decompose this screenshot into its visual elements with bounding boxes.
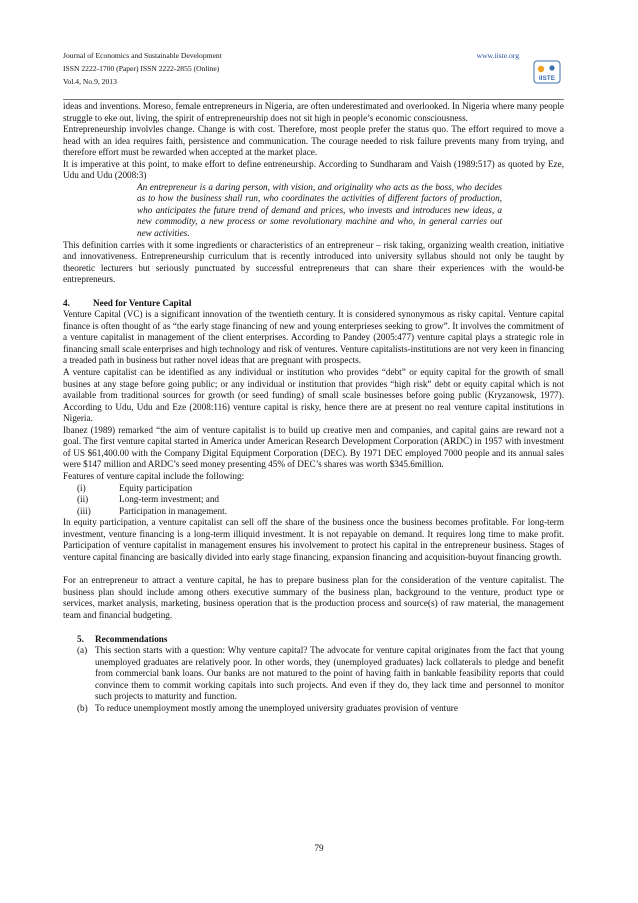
- iiste-logo-text: IISTE: [538, 75, 556, 82]
- iiste-logo: [533, 60, 561, 84]
- section-heading: [63, 634, 564, 646]
- feature-item: [63, 483, 564, 495]
- feature-item: [63, 494, 564, 506]
- section-title: Recommendations: [95, 633, 168, 644]
- section-number: 4.: [63, 297, 70, 308]
- journal-volume: Vol.4, No.9, 2013: [63, 77, 117, 86]
- paragraph: Entrepreneurship involvles change. Change is with cost. Therefore, most people prefer the status quo. The effort required to move a head with an idea requires faith, persistence and communication. The courage needed to risk failure prevents many from trying, and therefore effort must be rewarded when accepted at the market place.: [63, 124, 564, 158]
- recommendation-text: To reduce unemployment mostly among the unemployed university graduates provision of venture: [95, 702, 458, 713]
- feature-text: Participation in management.: [119, 505, 227, 516]
- paragraph: Features of venture capital include the following:: [63, 470, 245, 481]
- recommendation-label: (b): [77, 702, 88, 713]
- journal-url-link[interactable]: www.iiste.org: [476, 51, 519, 60]
- feature-text: Equity participation: [119, 482, 193, 493]
- paragraph: ideas and inventions. Moreso, female entrepreneurs in Nigeria, are often underestimated and overlooked. In Nigeria where many people struggle to eke out, living, the spirit of entrepreneurship does not sit high in people’s economic consciousness.: [63, 101, 564, 123]
- recommendation-item: [63, 645, 564, 703]
- definition-quote: An entrepreneur is a daring person, with vision, and originality who acts as the boss, who decides as to how the business shall run, who coordinates the activities of different factors of production, who anticipates the future trend of demand and prices, who invests and introduces new ideas, a new commodity, a new process or some revolutionary machine and who, in general carries out new activities.: [137, 181, 502, 239]
- recommendation-item: [63, 703, 564, 715]
- section-number: 5.: [77, 633, 84, 644]
- journal-name: Journal of Economics and Sustainable Development: [63, 51, 222, 60]
- section-heading: [63, 298, 564, 310]
- feature-number: (ii): [77, 494, 89, 505]
- page-number: 79: [314, 843, 324, 853]
- paragraph: This definition carries with it some ingredients or characteristics of an entrepreneur – risk taking, organizing wealth creation, initiative and innovativeness. Entrepreneurship curriculum that is recently introduced into university syllabus should not only be taught by theoretic lecturers but seriously punctuated by successful entrepreneurs that can share their experiences with the would-be entrepreneurs.: [63, 239, 564, 285]
- feature-item: [63, 506, 564, 518]
- header-divider: [63, 99, 564, 100]
- feature-number: (i): [77, 482, 86, 493]
- paragraph: Ibanez (1989) remarked “the aim of venture capitalist is to build up creative men and companies, and capital gains are reward not a goal. The first venture capital started in America under American Research Development Corporation (ARDC) in 1957 with investment of US $61,400.00 with the Company Digital Equipment Corporation (DEC). By 1971 DEC employed 7000 people and its annual sales were $147 million and ARDC’s seed money presenting 45% of DEC’s shares was worth $345.6million.: [63, 424, 564, 470]
- paragraph: In equity participation, a venture capitalist can sell off the share of the business once the business becomes profitable. For long-term investment, venture financing is a long-term illiquid investment. It is not repayable on demand. It requires long time to make profit. Participation of venture capitalist in management ensures his involvement to protect his capital in the entrepreneur business. Stages of venture capital financing are basically divided into early stage financing, expansion financing and acquisition-buyout financing growth.: [63, 517, 564, 562]
- section-title: Need for Venture Capital: [93, 297, 192, 308]
- page-header: [63, 49, 563, 88]
- feature-text: Long-term investment; and: [119, 494, 220, 505]
- paragraph: It is imperative at this point, to make effort to define entreneurship. According to Sundharam and Vaish (1989:517) as quoted by Eze, Udu and Udu (2008:3): [63, 158, 564, 181]
- article-body: [63, 101, 564, 714]
- feature-number: (iii): [77, 505, 91, 516]
- paragraph: Venture Capital (VC) is a significant innovation of the twentieth century. It is considered synonymous as risky capital. Venture capital finance is often thought of as “the early stage financing of new and young enterprieses seeking to grow”. It involves the commitment of a venture capitalist in management of the client enterprises. According to Pandey (2005:477) venture capital plays a strategic role in financing small scale enterprises and high technology and risk of ventures. Venture capitalists-institutions are not very keen in financing a treaded path in business but rather novel ideas that are pregnant with prospects.: [63, 309, 564, 366]
- journal-issn: ISSN 2222-1700 (Paper) ISSN 2222-2855 (Online): [63, 64, 220, 73]
- recommendation-label: (a): [77, 645, 88, 656]
- paragraph: For an entrepreneur to attract a venture capital, he has to prepare business plan for the consideration of the venture capitalist. The business plan should include among others executive summary of the business plan, background to the venture, product type or services, market analysis, marketing, business operation that is the production process and source(s) of raw material, the management team and financial budgeting.: [63, 575, 564, 620]
- paragraph: A venture capitalist can be identified as any individual or institution who provides “debt” or equity capital for the growth of small busines at any stage before going public; or any individual or institution that provides “high risk” debt or equity capital which is not available from traditional sources for growth (or seed funding) of small scale businesses before going public (Kryzanowsk, 1977). According to Udu, Udu and Eze (2008:116) venture capital is risky, hence there are at present no real venture capital institutions in Nigeria.: [63, 367, 564, 424]
- recommendation-text: This section starts with a question: Why venture capital? The advocate for venture capital originates from the fact that young unemployed graduates are relatively poor. In other words, they (unemployed graduates) lack collaterals to pledge and benefit from commercial bank loans. Our banks are not matured to the point of having faith in bankable feasibility reports that could convince them to commit working capitals into such projects. And even if they do, they lack time and personnel to monitor such projects to maturity and function.: [95, 645, 564, 702]
